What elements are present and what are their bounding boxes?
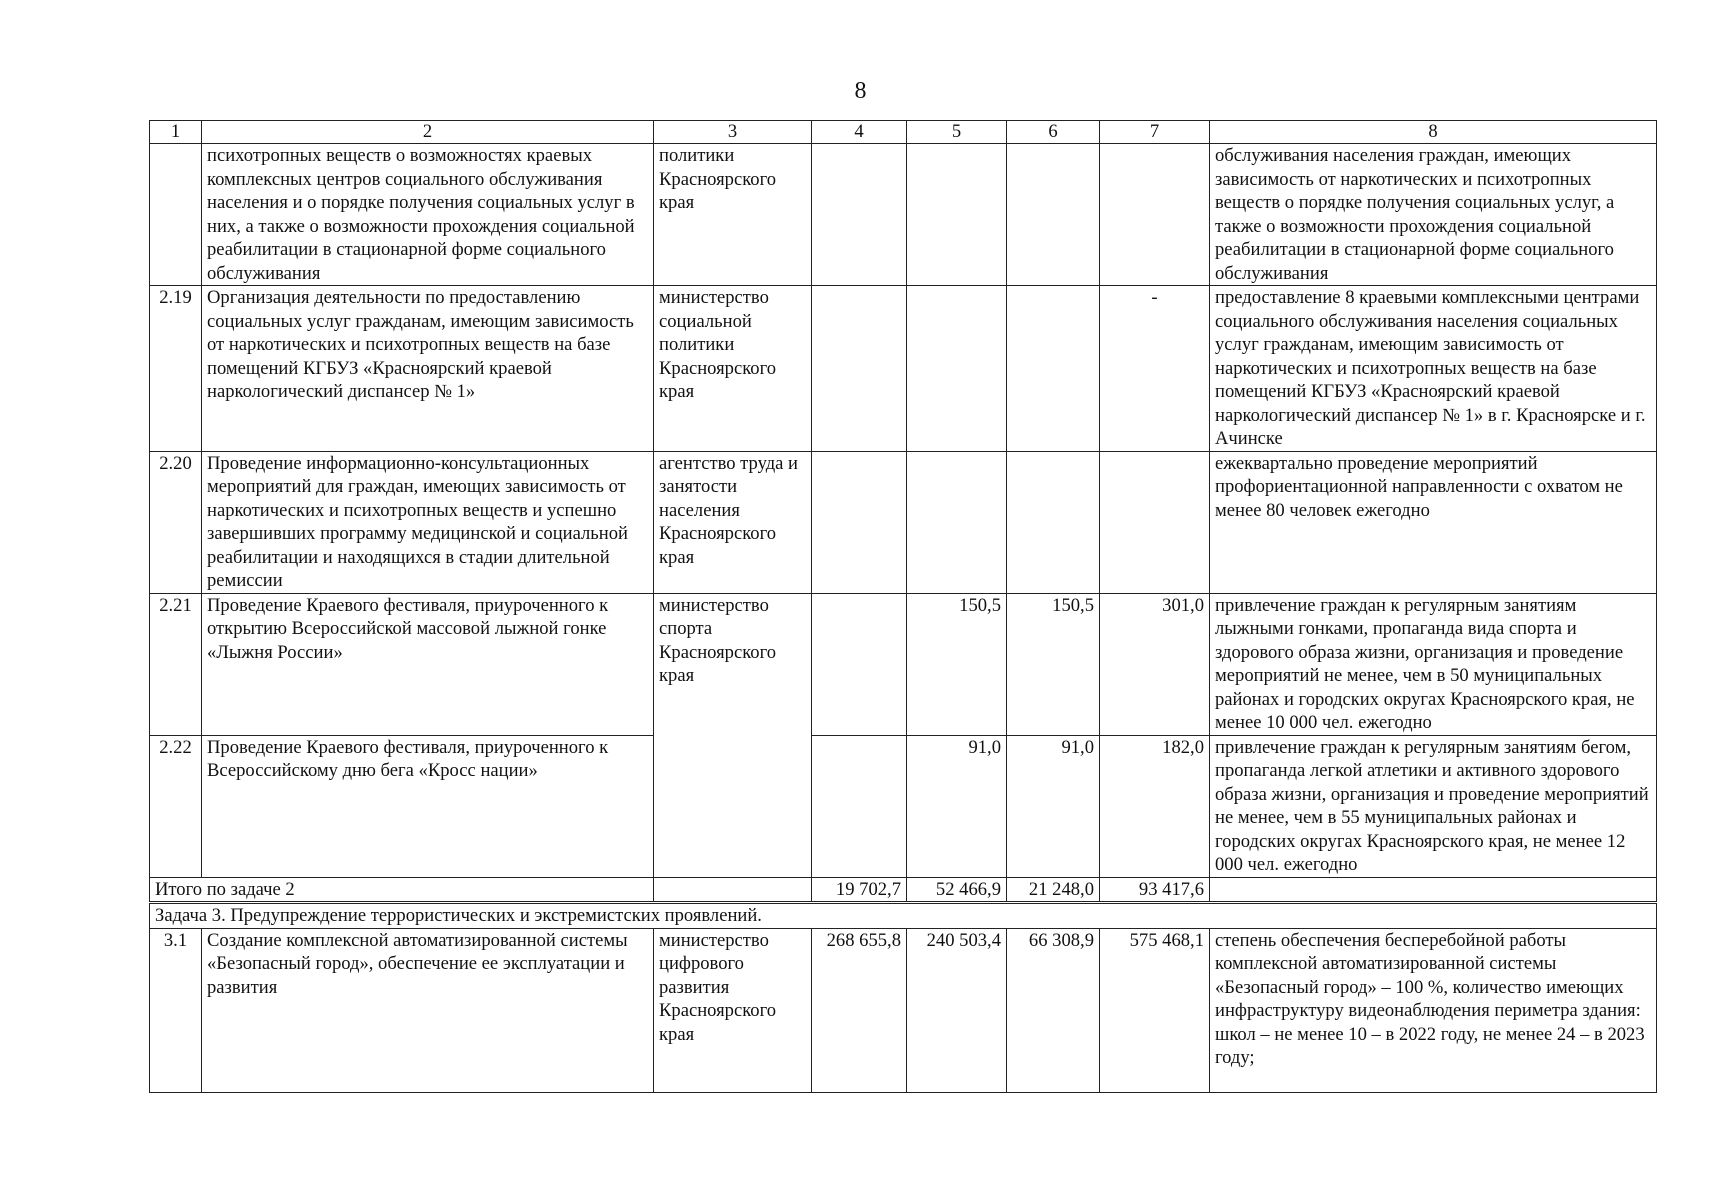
- executor: министерство спорта Красноярского края: [654, 593, 812, 877]
- funding-col7: [1100, 451, 1210, 593]
- funding-col5: [907, 451, 1007, 593]
- funding-col4: [812, 735, 907, 877]
- expected-result: привлечение граждан к регулярным занятиям лыжными гонками, пропаганда вида спорта и здорового образа жизни, организация и проведение мероприятий не менее, чем в 50 муниципальных районах и городских округах Красноярского края, не менее 10 000 чел. ежегодно: [1210, 593, 1657, 735]
- total-result: [1210, 877, 1657, 903]
- table-row: [150, 735, 1657, 877]
- row-number: [150, 144, 202, 286]
- table-row: [150, 144, 1657, 286]
- measure-name: Проведение Краевого фестиваля, приуроченного к открытию Всероссийской массовой лыжной гонке «Лыжня России»: [202, 593, 654, 735]
- funding-col6: 91,0: [1007, 735, 1100, 877]
- program-table: [149, 120, 1657, 1093]
- column-header: 5: [907, 121, 1007, 144]
- executor: министерство цифрового развития Красноярского края: [654, 928, 812, 1092]
- row-number: 3.1: [150, 928, 202, 1092]
- total-row: [150, 877, 1657, 903]
- column-header: 6: [1007, 121, 1100, 144]
- expected-result: ежеквартально проведение мероприятий профориентационной направленности с охватом не менее 80 человек ежегодно: [1210, 451, 1657, 593]
- expected-result: степень обеспечения бесперебойной работы комплексной автоматизированной системы «Безопасный город» – 100 %, количество имеющих инфраструктуру видеонаблюдения периметра здания: школ – не менее 10 – в 2022 году, не менее 24 – в 2023 году;: [1210, 928, 1657, 1092]
- executor: агентство труда и занятости населения Красноярского края: [654, 451, 812, 593]
- table-row: [150, 593, 1657, 735]
- task-heading: Задача 3. Предупреждение террористических и экстремистских проявлений.: [150, 903, 1657, 929]
- column-header: 8: [1210, 121, 1657, 144]
- funding-col6: [1007, 451, 1100, 593]
- column-header: 3: [654, 121, 812, 144]
- row-number: 2.21: [150, 593, 202, 735]
- funding-col7: 575 468,1: [1100, 928, 1210, 1092]
- funding-col4: [812, 451, 907, 593]
- total-executor: [654, 877, 812, 903]
- funding-col7: [1100, 144, 1210, 286]
- task-heading-row: [150, 903, 1657, 929]
- total-col7: 93 417,6: [1100, 877, 1210, 903]
- funding-col7: -: [1100, 286, 1210, 452]
- funding-col4: [812, 144, 907, 286]
- total-label: Итого по задаче 2: [150, 877, 654, 903]
- expected-result: предоставление 8 краевыми комплексными центрами социального обслуживания населения социальных услуг гражданам, имеющим зависимость от наркотических и психотропных веществ на базе помещений КГБУЗ «Красноярский краевой наркологический диспансер № 1» в г. Красноярске и г. Ачинске: [1210, 286, 1657, 452]
- funding-col5: 91,0: [907, 735, 1007, 877]
- column-header: 4: [812, 121, 907, 144]
- funding-col6: [1007, 144, 1100, 286]
- executor: политики Красноярского края: [654, 144, 812, 286]
- row-number: 2.22: [150, 735, 202, 877]
- funding-col5: 150,5: [907, 593, 1007, 735]
- funding-col6: [1007, 286, 1100, 452]
- column-header: 2: [202, 121, 654, 144]
- table-row: [150, 451, 1657, 593]
- page-number: 8: [854, 78, 867, 104]
- funding-col6: 150,5: [1007, 593, 1100, 735]
- funding-col5: [907, 286, 1007, 452]
- funding-col4: 268 655,8: [812, 928, 907, 1092]
- row-number: 2.20: [150, 451, 202, 593]
- column-number-row: [150, 121, 1657, 144]
- funding-col5: [907, 144, 1007, 286]
- measure-name: Проведение информационно-консультационных мероприятий для граждан, имеющих зависимость от наркотических и психотропных веществ и успешно завершивших программу медицинской и социальной реабилитации и находящихся в стадии длительной ремиссии: [202, 451, 654, 593]
- expected-result: обслуживания населения граждан, имеющих зависимость от наркотических и психотропных веществ о порядке получения социальных услуг, а также о возможности прохождения социальной реабилитации в стационарной форме социального обслуживания: [1210, 144, 1657, 286]
- column-header: 7: [1100, 121, 1210, 144]
- funding-col4: [812, 286, 907, 452]
- funding-col7: 182,0: [1100, 735, 1210, 877]
- expected-result: привлечение граждан к регулярным занятиям бегом, пропаганда легкой атлетики и активного здорового образа жизни, организация и проведение мероприятий не менее, чем в 55 муниципальных районах и городских округах Красноярского края, не менее 12 000 чел. ежегодно: [1210, 735, 1657, 877]
- column-header: 1: [150, 121, 202, 144]
- total-col5: 52 466,9: [907, 877, 1007, 903]
- table-row: [150, 928, 1657, 1092]
- measure-name: Проведение Краевого фестиваля, приуроченного к Всероссийскому дню бега «Кросс нации»: [202, 735, 654, 877]
- measure-name: психотропных веществ о возможностях краевых комплексных центров социального обслуживания населения и о порядке получения социальных услуг в них, а также о возможности прохождения социальной реабилитации в стационарной форме социального обслуживания: [202, 144, 654, 286]
- executor: министерство социальной политики Красноярского края: [654, 286, 812, 452]
- measure-name: Организация деятельности по предоставлению социальных услуг гражданам, имеющим зависимость от наркотических и психотропных веществ на базе помещений КГБУЗ «Красноярский краевой наркологический диспансер № 1»: [202, 286, 654, 452]
- funding-col7: 301,0: [1100, 593, 1210, 735]
- funding-col4: [812, 593, 907, 735]
- measure-name: Создание комплексной автоматизированной системы «Безопасный город», обеспечение ее эксплуатации и развития: [202, 928, 654, 1092]
- table-row: [150, 286, 1657, 452]
- row-number: 2.19: [150, 286, 202, 452]
- total-col4: 19 702,7: [812, 877, 907, 903]
- funding-col5: 240 503,4: [907, 928, 1007, 1092]
- total-col6: 21 248,0: [1007, 877, 1100, 903]
- funding-col6: 66 308,9: [1007, 928, 1100, 1092]
